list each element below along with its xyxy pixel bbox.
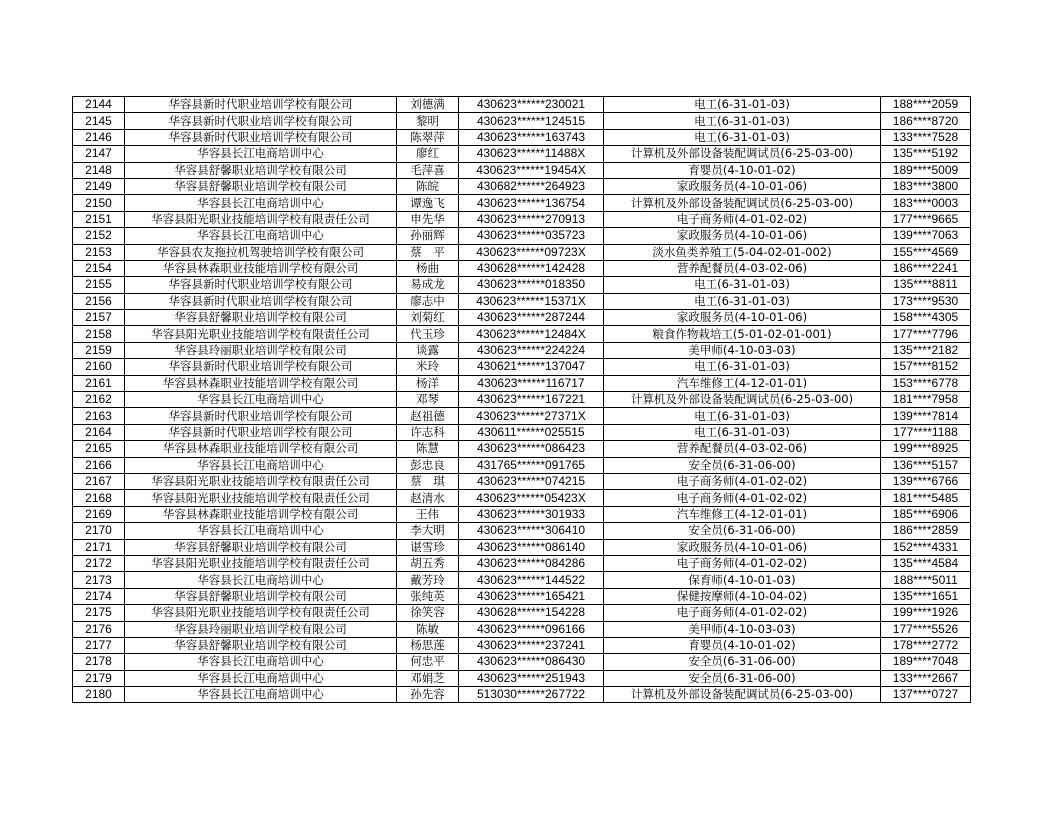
trainee-name-cell: 申先华 xyxy=(397,211,459,227)
table-row xyxy=(73,424,971,440)
table-row xyxy=(73,670,971,686)
serial-number-cell: 2146 xyxy=(73,129,125,145)
table-row xyxy=(73,621,971,637)
trainee-name-cell: 戴芳玲 xyxy=(397,572,459,588)
phone-number-cell: 186****8720 xyxy=(881,113,971,129)
serial-number-cell: 2150 xyxy=(73,195,125,211)
phone-number-cell: 135****2182 xyxy=(881,342,971,358)
occupation-cell: 保育师(4-10-01-03) xyxy=(604,572,881,588)
table-row xyxy=(73,392,971,408)
serial-number-cell: 2165 xyxy=(73,441,125,457)
trainee-name-cell: 孙先容 xyxy=(397,687,459,703)
trainee-name-cell: 谭逸飞 xyxy=(397,195,459,211)
occupation-cell: 电子商务师(4-01-02-02) xyxy=(604,490,881,506)
trainee-name-cell: 张纯英 xyxy=(397,588,459,604)
occupation-cell: 家政服务员(4-10-01-06) xyxy=(604,178,881,194)
serial-number-cell: 2177 xyxy=(73,637,125,653)
training-institution-cell: 华容县玲丽职业培训学校有限公司 xyxy=(125,621,397,637)
phone-number-cell: 135****5192 xyxy=(881,146,971,162)
id-number-cell: 430623******251943 xyxy=(459,670,604,686)
phone-number-cell: 181****5485 xyxy=(881,490,971,506)
serial-number-cell: 2170 xyxy=(73,523,125,539)
trainee-name-cell: 王伟 xyxy=(397,506,459,522)
serial-number-cell: 2175 xyxy=(73,605,125,621)
phone-number-cell: 136****5157 xyxy=(881,457,971,473)
trainee-name-cell: 蔡 琪 xyxy=(397,473,459,489)
table-row xyxy=(73,637,971,653)
table-row xyxy=(73,605,971,621)
table-row xyxy=(73,555,971,571)
id-number-cell: 430623******086423 xyxy=(459,441,604,457)
training-institution-cell: 华容县新时代职业培训学校有限公司 xyxy=(125,277,397,293)
phone-number-cell: 153****6778 xyxy=(881,375,971,391)
id-number-cell: 430623******09723X xyxy=(459,244,604,260)
trainee-name-cell: 易成龙 xyxy=(397,277,459,293)
id-number-cell: 430623******167221 xyxy=(459,392,604,408)
occupation-cell: 电工(6-31-01-03) xyxy=(604,277,881,293)
id-number-cell: 430623******11488X xyxy=(459,146,604,162)
occupation-cell: 电子商务师(4-01-02-02) xyxy=(604,555,881,571)
phone-number-cell: 135****4584 xyxy=(881,555,971,571)
trainee-name-cell: 代玉珍 xyxy=(397,326,459,342)
table-row xyxy=(73,408,971,424)
phone-number-cell: 188****2059 xyxy=(881,97,971,113)
id-number-cell: 430621******137047 xyxy=(459,359,604,375)
id-number-cell: 513030******267722 xyxy=(459,687,604,703)
table-row xyxy=(73,441,971,457)
training-institution-cell: 华容县舒馨职业培训学校有限公司 xyxy=(125,178,397,194)
occupation-cell: 安全员(6-31-06-00) xyxy=(604,654,881,670)
trainee-name-cell: 李大明 xyxy=(397,523,459,539)
trainee-name-cell: 赵清水 xyxy=(397,490,459,506)
id-number-cell: 430623******086140 xyxy=(459,539,604,555)
training-institution-cell: 华容县长江电商培训中心 xyxy=(125,687,397,703)
trainee-name-cell: 杨洋 xyxy=(397,375,459,391)
serial-number-cell: 2163 xyxy=(73,408,125,424)
training-institution-cell: 华容县阳光职业技能培训学校有限责任公司 xyxy=(125,326,397,342)
occupation-cell: 电工(6-31-01-03) xyxy=(604,97,881,113)
occupation-cell: 计算机及外部设备装配调试员(6-25-03-00) xyxy=(604,146,881,162)
trainee-name-cell: 孙丽辉 xyxy=(397,228,459,244)
serial-number-cell: 2180 xyxy=(73,687,125,703)
training-institution-cell: 华容县阳光职业技能培训学校有限责任公司 xyxy=(125,473,397,489)
table-row xyxy=(73,277,971,293)
serial-number-cell: 2152 xyxy=(73,228,125,244)
training-institution-cell: 华容县舒馨职业培训学校有限公司 xyxy=(125,310,397,326)
serial-number-cell: 2167 xyxy=(73,473,125,489)
training-institution-cell: 华容县长江电商培训中心 xyxy=(125,228,397,244)
id-number-cell: 430623******165421 xyxy=(459,588,604,604)
training-institution-cell: 华容县长江电商培训中心 xyxy=(125,392,397,408)
trainee-name-cell: 邓娟芝 xyxy=(397,670,459,686)
serial-number-cell: 2155 xyxy=(73,277,125,293)
training-institution-cell: 华容县林森职业技能培训学校有限公司 xyxy=(125,506,397,522)
table-row xyxy=(73,523,971,539)
occupation-cell: 保健按摩师(4-10-04-02) xyxy=(604,588,881,604)
occupation-cell: 安全员(6-31-06-00) xyxy=(604,457,881,473)
phone-number-cell: 139****7063 xyxy=(881,228,971,244)
serial-number-cell: 2159 xyxy=(73,342,125,358)
serial-number-cell: 2178 xyxy=(73,654,125,670)
training-institution-cell: 华容县新时代职业培训学校有限公司 xyxy=(125,129,397,145)
serial-number-cell: 2164 xyxy=(73,424,125,440)
occupation-cell: 家政服务员(4-10-01-06) xyxy=(604,539,881,555)
phone-number-cell: 158****4305 xyxy=(881,310,971,326)
table-row xyxy=(73,211,971,227)
phone-number-cell: 137****0727 xyxy=(881,687,971,703)
occupation-cell: 美甲师(4-10-03-03) xyxy=(604,621,881,637)
phone-number-cell: 152****4331 xyxy=(881,539,971,555)
serial-number-cell: 2172 xyxy=(73,555,125,571)
training-institution-cell: 华容县新时代职业培训学校有限公司 xyxy=(125,359,397,375)
trainee-name-cell: 许志科 xyxy=(397,424,459,440)
serial-number-cell: 2144 xyxy=(73,97,125,113)
table-row xyxy=(73,146,971,162)
roster-body xyxy=(73,97,971,703)
occupation-cell: 电子商务师(4-01-02-02) xyxy=(604,211,881,227)
id-number-cell: 430623******136754 xyxy=(459,195,604,211)
id-number-cell: 430611******025515 xyxy=(459,424,604,440)
occupation-cell: 电工(6-31-01-03) xyxy=(604,113,881,129)
trainee-name-cell: 廖红 xyxy=(397,146,459,162)
phone-number-cell: 139****7814 xyxy=(881,408,971,424)
serial-number-cell: 2156 xyxy=(73,293,125,309)
phone-number-cell: 199****8925 xyxy=(881,441,971,457)
id-number-cell: 430623******19454X xyxy=(459,162,604,178)
training-institution-cell: 华容县舒馨职业培训学校有限公司 xyxy=(125,588,397,604)
phone-number-cell: 181****7958 xyxy=(881,392,971,408)
table-row xyxy=(73,473,971,489)
occupation-cell: 营养配餐员(4-03-02-06) xyxy=(604,441,881,457)
id-number-cell: 430623******05423X xyxy=(459,490,604,506)
id-number-cell: 430623******144522 xyxy=(459,572,604,588)
id-number-cell: 430623******086430 xyxy=(459,654,604,670)
training-institution-cell: 华容县舒馨职业培训学校有限公司 xyxy=(125,539,397,555)
occupation-cell: 电工(6-31-01-03) xyxy=(604,408,881,424)
trainee-name-cell: 蔡 平 xyxy=(397,244,459,260)
table-row xyxy=(73,490,971,506)
table-row xyxy=(73,375,971,391)
serial-number-cell: 2154 xyxy=(73,260,125,276)
phone-number-cell: 183****0003 xyxy=(881,195,971,211)
id-number-cell: 430623******124515 xyxy=(459,113,604,129)
occupation-cell: 安全员(6-31-06-00) xyxy=(604,670,881,686)
phone-number-cell: 189****7048 xyxy=(881,654,971,670)
training-institution-cell: 华容县长江电商培训中心 xyxy=(125,146,397,162)
training-institution-cell: 华容县长江电商培训中心 xyxy=(125,654,397,670)
occupation-cell: 营养配餐员(4-03-02-06) xyxy=(604,260,881,276)
occupation-cell: 计算机及外部设备装配调试员(6-25-03-00) xyxy=(604,687,881,703)
occupation-cell: 电工(6-31-01-03) xyxy=(604,293,881,309)
occupation-cell: 电子商务师(4-01-02-02) xyxy=(604,473,881,489)
phone-number-cell: 139****6766 xyxy=(881,473,971,489)
training-institution-cell: 华容县阳光职业技能培训学校有限责任公司 xyxy=(125,490,397,506)
id-number-cell: 430623******270913 xyxy=(459,211,604,227)
id-number-cell: 430682******264923 xyxy=(459,178,604,194)
training-institution-cell: 华容县长江电商培训中心 xyxy=(125,670,397,686)
phone-number-cell: 177****9665 xyxy=(881,211,971,227)
table-row xyxy=(73,359,971,375)
serial-number-cell: 2145 xyxy=(73,113,125,129)
occupation-cell: 电工(6-31-01-03) xyxy=(604,424,881,440)
id-number-cell: 431765******091765 xyxy=(459,457,604,473)
table-row xyxy=(73,457,971,473)
serial-number-cell: 2160 xyxy=(73,359,125,375)
phone-number-cell: 189****5009 xyxy=(881,162,971,178)
serial-number-cell: 2168 xyxy=(73,490,125,506)
phone-number-cell: 183****3800 xyxy=(881,178,971,194)
trainee-name-cell: 赵祖德 xyxy=(397,408,459,424)
id-number-cell: 430623******12484X xyxy=(459,326,604,342)
table-row xyxy=(73,178,971,194)
phone-number-cell: 177****7796 xyxy=(881,326,971,342)
table-row xyxy=(73,113,971,129)
occupation-cell: 电子商务师(4-01-02-02) xyxy=(604,605,881,621)
trainee-name-cell: 徐笑容 xyxy=(397,605,459,621)
trainee-name-cell: 邓琴 xyxy=(397,392,459,408)
phone-number-cell: 135****8811 xyxy=(881,277,971,293)
trainee-name-cell: 陈皖 xyxy=(397,178,459,194)
id-number-cell: 430623******301933 xyxy=(459,506,604,522)
trainee-name-cell: 廖志中 xyxy=(397,293,459,309)
occupation-cell: 淡水鱼类养殖工(5-04-02-01-002) xyxy=(604,244,881,260)
occupation-cell: 电工(6-31-01-03) xyxy=(604,359,881,375)
training-institution-cell: 华容县林森职业技能培训学校有限公司 xyxy=(125,441,397,457)
phone-number-cell: 135****1651 xyxy=(881,588,971,604)
trainee-name-cell: 毛萍喜 xyxy=(397,162,459,178)
occupation-cell: 汽车维修工(4-12-01-01) xyxy=(604,375,881,391)
table-row xyxy=(73,326,971,342)
serial-number-cell: 2151 xyxy=(73,211,125,227)
phone-number-cell: 177****5526 xyxy=(881,621,971,637)
serial-number-cell: 2162 xyxy=(73,392,125,408)
trainee-name-cell: 谈露 xyxy=(397,342,459,358)
id-number-cell: 430623******035723 xyxy=(459,228,604,244)
trainee-name-cell: 陈慧 xyxy=(397,441,459,457)
table-row xyxy=(73,162,971,178)
phone-number-cell: 157****8152 xyxy=(881,359,971,375)
training-institution-cell: 华容县长江电商培训中心 xyxy=(125,457,397,473)
table-row xyxy=(73,97,971,113)
trainee-name-cell: 黎明 xyxy=(397,113,459,129)
training-institution-cell: 华容县新时代职业培训学校有限公司 xyxy=(125,408,397,424)
occupation-cell: 计算机及外部设备装配调试员(6-25-03-00) xyxy=(604,392,881,408)
serial-number-cell: 2153 xyxy=(73,244,125,260)
table-row xyxy=(73,687,971,703)
phone-number-cell: 133****7528 xyxy=(881,129,971,145)
training-institution-cell: 华容县阳光职业技能培训学校有限责任公司 xyxy=(125,605,397,621)
trainee-name-cell: 胡五秀 xyxy=(397,555,459,571)
roster-table xyxy=(72,96,971,703)
trainee-name-cell: 彭忠良 xyxy=(397,457,459,473)
phone-number-cell: 178****2772 xyxy=(881,637,971,653)
trainee-name-cell: 米玲 xyxy=(397,359,459,375)
id-number-cell: 430623******116717 xyxy=(459,375,604,391)
table-row xyxy=(73,506,971,522)
table-row xyxy=(73,310,971,326)
id-number-cell: 430623******074215 xyxy=(459,473,604,489)
phone-number-cell: 199****1926 xyxy=(881,605,971,621)
training-institution-cell: 华容县长江电商培训中心 xyxy=(125,195,397,211)
id-number-cell: 430628******154228 xyxy=(459,605,604,621)
training-institution-cell: 华容县新时代职业培训学校有限公司 xyxy=(125,113,397,129)
occupation-cell: 家政服务员(4-10-01-06) xyxy=(604,310,881,326)
trainee-name-cell: 陈敏 xyxy=(397,621,459,637)
phone-number-cell: 173****9530 xyxy=(881,293,971,309)
training-institution-cell: 华容县舒馨职业培训学校有限公司 xyxy=(125,162,397,178)
occupation-cell: 计算机及外部设备装配调试员(6-25-03-00) xyxy=(604,195,881,211)
table-row xyxy=(73,588,971,604)
serial-number-cell: 2174 xyxy=(73,588,125,604)
serial-number-cell: 2148 xyxy=(73,162,125,178)
id-number-cell: 430623******27371X xyxy=(459,408,604,424)
id-number-cell: 430623******084286 xyxy=(459,555,604,571)
phone-number-cell: 186****2241 xyxy=(881,260,971,276)
occupation-cell: 育婴员(4-10-01-02) xyxy=(604,637,881,653)
serial-number-cell: 2147 xyxy=(73,146,125,162)
table-row xyxy=(73,228,971,244)
table-row xyxy=(73,129,971,145)
table-row xyxy=(73,654,971,670)
id-number-cell: 430623******096166 xyxy=(459,621,604,637)
table-row xyxy=(73,260,971,276)
phone-number-cell: 186****2859 xyxy=(881,523,971,539)
id-number-cell: 430623******018350 xyxy=(459,277,604,293)
training-institution-cell: 华容县林森职业技能培训学校有限公司 xyxy=(125,375,397,391)
training-institution-cell: 华容县新时代职业培训学校有限公司 xyxy=(125,424,397,440)
training-institution-cell: 华容县新时代职业培训学校有限公司 xyxy=(125,97,397,113)
serial-number-cell: 2149 xyxy=(73,178,125,194)
training-institution-cell: 华容县阳光职业技能培训学校有限责任公司 xyxy=(125,555,397,571)
training-institution-cell: 华容县阳光职业技能培训学校有限责任公司 xyxy=(125,211,397,227)
serial-number-cell: 2171 xyxy=(73,539,125,555)
occupation-cell: 美甲师(4-10-03-03) xyxy=(604,342,881,358)
serial-number-cell: 2179 xyxy=(73,670,125,686)
id-number-cell: 430623******287244 xyxy=(459,310,604,326)
trainee-name-cell: 刘德满 xyxy=(397,97,459,113)
serial-number-cell: 2173 xyxy=(73,572,125,588)
serial-number-cell: 2161 xyxy=(73,375,125,391)
serial-number-cell: 2176 xyxy=(73,621,125,637)
occupation-cell: 电工(6-31-01-03) xyxy=(604,129,881,145)
table-row xyxy=(73,342,971,358)
serial-number-cell: 2169 xyxy=(73,506,125,522)
occupation-cell: 育婴员(4-10-01-02) xyxy=(604,162,881,178)
trainee-name-cell: 谌雪珍 xyxy=(397,539,459,555)
id-number-cell: 430623******163743 xyxy=(459,129,604,145)
occupation-cell: 安全员(6-31-06-00) xyxy=(604,523,881,539)
serial-number-cell: 2158 xyxy=(73,326,125,342)
training-institution-cell: 华容县农友拖拉机驾驶培训学校有限公司 xyxy=(125,244,397,260)
training-institution-cell: 华容县长江电商培训中心 xyxy=(125,523,397,539)
phone-number-cell: 133****2667 xyxy=(881,670,971,686)
id-number-cell: 430623******306410 xyxy=(459,523,604,539)
phone-number-cell: 188****5011 xyxy=(881,572,971,588)
serial-number-cell: 2166 xyxy=(73,457,125,473)
id-number-cell: 430623******15371X xyxy=(459,293,604,309)
table-row xyxy=(73,244,971,260)
training-institution-cell: 华容县林森职业技能培训学校有限公司 xyxy=(125,260,397,276)
serial-number-cell: 2157 xyxy=(73,310,125,326)
phone-number-cell: 155****4569 xyxy=(881,244,971,260)
table-row xyxy=(73,293,971,309)
training-institution-cell: 华容县舒馨职业培训学校有限公司 xyxy=(125,637,397,653)
occupation-cell: 汽车维修工(4-12-01-01) xyxy=(604,506,881,522)
trainee-name-cell: 何忠平 xyxy=(397,654,459,670)
training-institution-cell: 华容县新时代职业培训学校有限公司 xyxy=(125,293,397,309)
table-row xyxy=(73,539,971,555)
trainee-name-cell: 刘菊红 xyxy=(397,310,459,326)
id-number-cell: 430628******142428 xyxy=(459,260,604,276)
occupation-cell: 粮食作物栽培工(5-01-02-01-001) xyxy=(604,326,881,342)
trainee-name-cell: 杨思莲 xyxy=(397,637,459,653)
training-institution-cell: 华容县长江电商培训中心 xyxy=(125,572,397,588)
phone-number-cell: 177****1188 xyxy=(881,424,971,440)
table-row xyxy=(73,195,971,211)
table-row xyxy=(73,572,971,588)
id-number-cell: 430623******237241 xyxy=(459,637,604,653)
id-number-cell: 430623******230021 xyxy=(459,97,604,113)
phone-number-cell: 185****6906 xyxy=(881,506,971,522)
id-number-cell: 430623******224224 xyxy=(459,342,604,358)
trainee-name-cell: 陈翠萍 xyxy=(397,129,459,145)
occupation-cell: 家政服务员(4-10-01-06) xyxy=(604,228,881,244)
training-institution-cell: 华容县玲丽职业培训学校有限公司 xyxy=(125,342,397,358)
trainee-name-cell: 杨曲 xyxy=(397,260,459,276)
